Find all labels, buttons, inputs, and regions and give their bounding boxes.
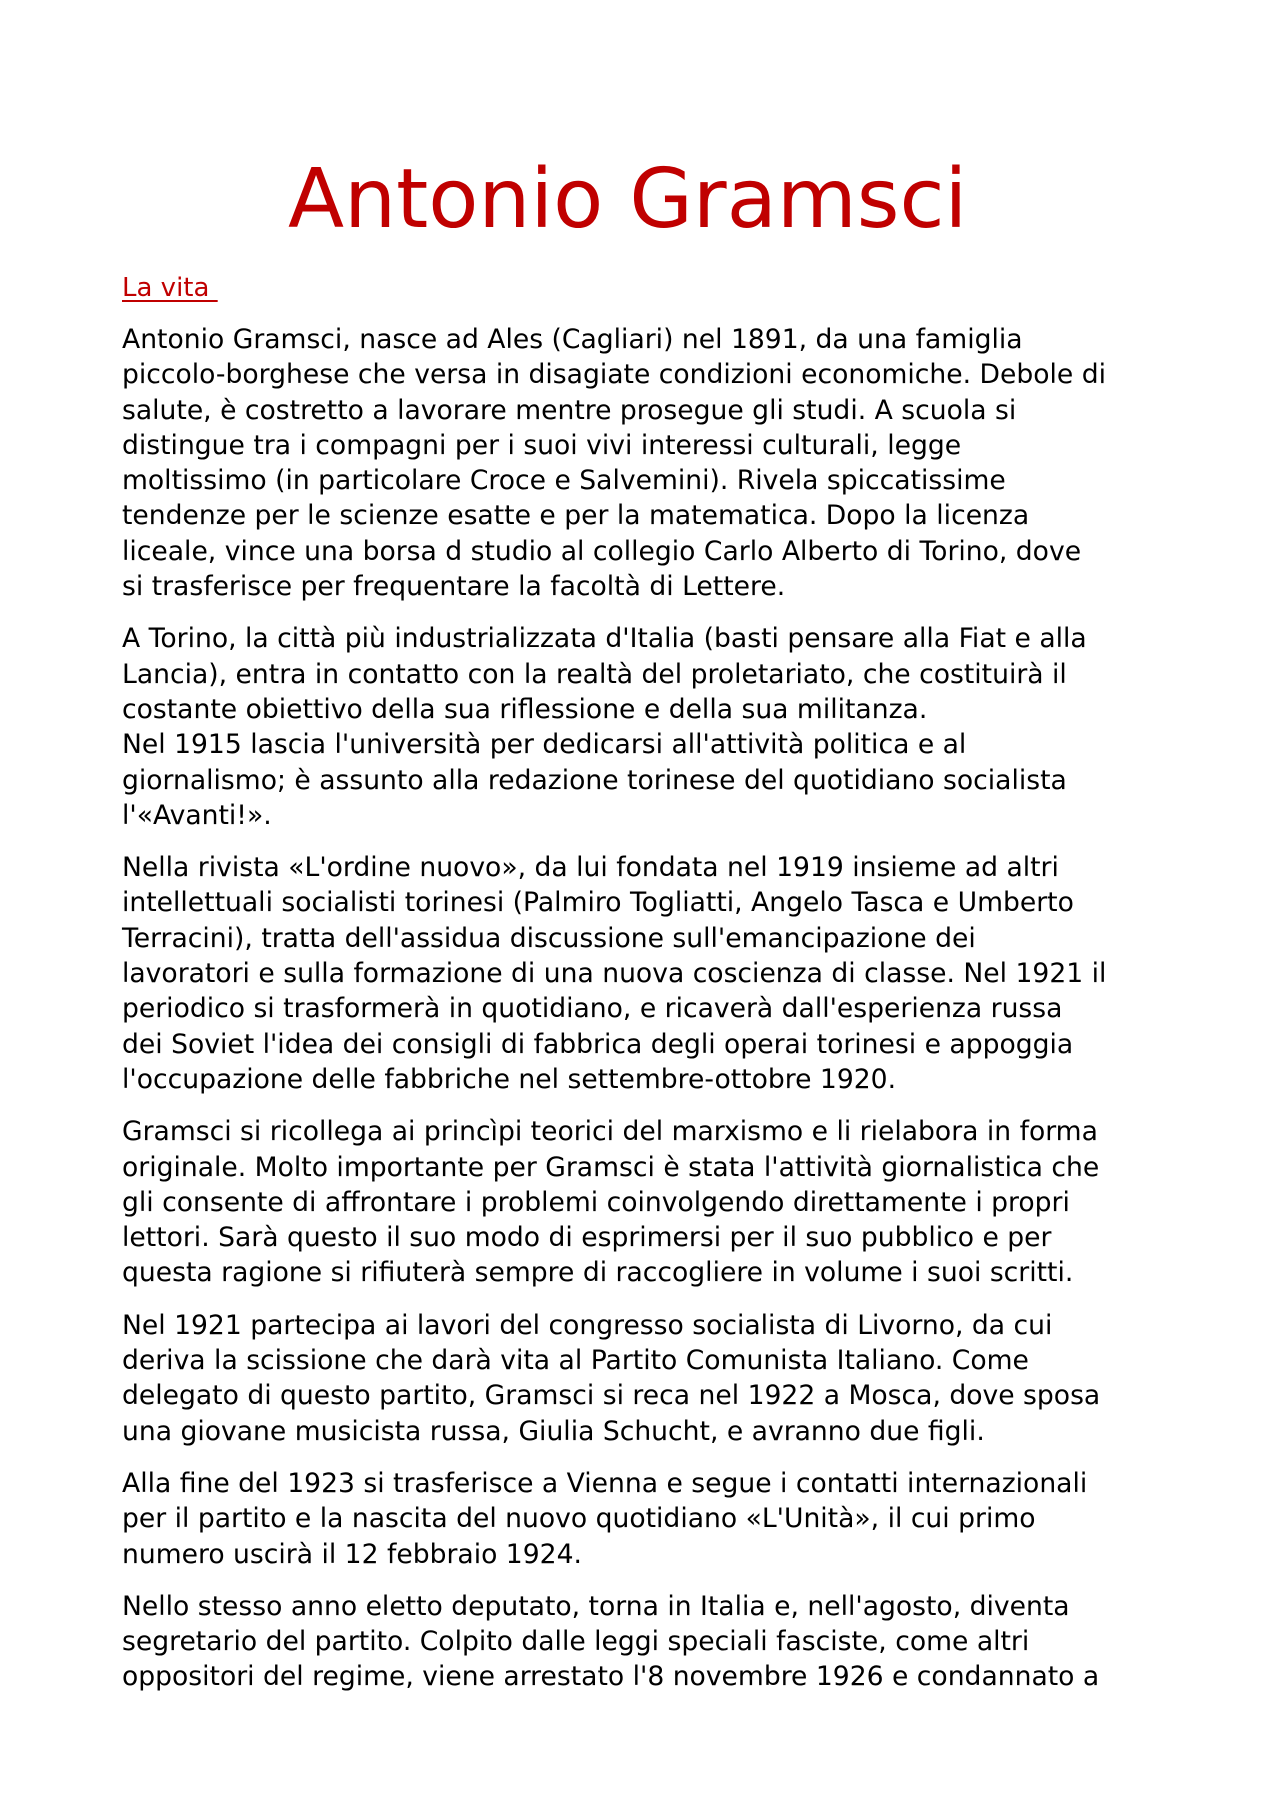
paragraph-line: lavoratori e sulla formazione di una nuova coscienza di classe. Nel 1921 il bbox=[122, 958, 1107, 990]
paragraph-line: Antonio Gramsci, nasce ad Ales (Cagliari) nel 1891, da una famiglia bbox=[122, 324, 1023, 355]
paragraph-line: tendenze per le scienze esatte e per la matematica. Dopo la licenza bbox=[122, 500, 1030, 532]
paragraph-line: distingue tra i compagni per i suoi vivi interessi culturali, legge bbox=[122, 429, 962, 461]
paragraph-line: delegato di questo partito, Gramsci si reca nel 1922 a Mosca, dove sposa bbox=[122, 1380, 1101, 1412]
paragraph-line: gli consente di affrontare i problemi coinvolgendo direttamente i propri bbox=[122, 1186, 1070, 1218]
paragraph-line: Terracini), tratta dell'assidua discussione sull'emancipazione dei bbox=[122, 922, 976, 954]
paragraph-line: Gramsci si ricollega ai princìpi teorici del marxismo e li rielabora in forma bbox=[122, 1116, 1098, 1148]
document-body bbox=[122, 322, 1182, 1712]
paragraph-line: costante obiettivo della sua riflessione e della sua militanza. bbox=[122, 693, 928, 725]
paragraph-line: Nel 1921 partecipa ai lavori del congresso socialista di Livorno, da cui bbox=[122, 1309, 1053, 1341]
paragraph-line: Lancia), entra in contatto con la realtà del proletariato, che costituirà il bbox=[122, 658, 1067, 690]
paragraph-line: moltissimo (in particolare Croce e Salvemini). Rivela spiccatissime bbox=[122, 465, 1006, 497]
paragraph-line: dei Soviet l'idea dei consigli di fabbrica degli operai torinesi e appoggia bbox=[122, 1028, 1074, 1060]
body-paragraph bbox=[122, 1308, 1182, 1449]
paragraph-line: originale. Molto importante per Gramsci è stata l'attività giornalistica che bbox=[122, 1151, 1100, 1183]
paragraph-line: piccolo-borghese che versa in disagiate condizioni economiche. Debole di bbox=[122, 359, 1106, 391]
paragraph-line: una giovane musicista russa, Giulia Schucht, e avranno due figli. bbox=[122, 1415, 985, 1447]
paragraph-line: Nello stesso anno eletto deputato, torna in Italia e, nell'agosto, diventa bbox=[122, 1590, 1070, 1622]
paragraph-line: per il partito e la nascita del nuovo quotidiano «L'Unità», il cui primo bbox=[122, 1503, 1036, 1535]
body-paragraph bbox=[122, 1114, 1182, 1290]
paragraph-line: liceale, vince una borsa d studio al collegio Carlo Alberto di Torino, dove bbox=[122, 535, 1082, 567]
body-paragraph bbox=[122, 621, 1182, 833]
paragraph-line: Alla fine del 1923 si trasferisce a Vienna e segue i contatti internazionali bbox=[122, 1467, 1088, 1499]
body-paragraph bbox=[122, 850, 1182, 1097]
paragraph-line: si trasferisce per frequentare la facoltà di Lettere. bbox=[122, 571, 786, 603]
paragraph-line: deriva la scissione che darà vita al Partito Comunista Italiano. Come bbox=[122, 1345, 1029, 1377]
paragraph-line: questa ragione si rifiuterà sempre di raccogliere in volume i suoi scritti. bbox=[122, 1257, 1074, 1289]
body-paragraph bbox=[122, 1589, 1182, 1695]
paragraph-line: numero uscirà il 12 febbraio 1924. bbox=[122, 1538, 582, 1570]
paragraph-line: l'occupazione delle fabbriche nel settembre-ottobre 1920. bbox=[122, 1063, 897, 1095]
page-title: Antonio Gramsci bbox=[288, 152, 968, 247]
paragraph-line: l'«Avanti!». bbox=[122, 799, 272, 831]
paragraph-line: giornalismo; è assunto alla redazione torinese del quotidiano socialista bbox=[122, 764, 1067, 796]
paragraph-line: Nella rivista «L'ordine nuovo», da lui fondata nel 1919 insieme ad altri bbox=[122, 852, 1059, 884]
section-heading-la-vita: La vita bbox=[122, 273, 218, 303]
paragraph-line: segretario del partito. Colpito dalle leggi speciali fasciste, come altri bbox=[122, 1626, 1030, 1658]
paragraph-line: salute, è costretto a lavorare mentre prosegue gli studi. A scuola si bbox=[122, 394, 1017, 426]
body-paragraph bbox=[122, 322, 1182, 604]
paragraph-line: lettori. Sarà questo il suo modo di esprimersi per il suo pubblico e per bbox=[122, 1222, 1052, 1254]
paragraph-line: Nel 1915 lascia l'università per dedicarsi all'attività politica e al bbox=[122, 729, 967, 761]
paragraph-line: periodico si trasformerà in quotidiano, e ricaverà dall'esperienza russa bbox=[122, 993, 1063, 1025]
body-paragraph bbox=[122, 1466, 1182, 1572]
paragraph-line: oppositori del regime, viene arrestato l'8 novembre 1926 e condannato a bbox=[122, 1661, 1100, 1693]
paragraph-line: intellettuali socialisti torinesi (Palmiro Togliatti, Angelo Tasca e Umberto bbox=[122, 887, 1074, 919]
paragraph-line: A Torino, la città più industrializzata d'Italia (basti pensare alla Fiat e alla bbox=[122, 623, 1087, 655]
